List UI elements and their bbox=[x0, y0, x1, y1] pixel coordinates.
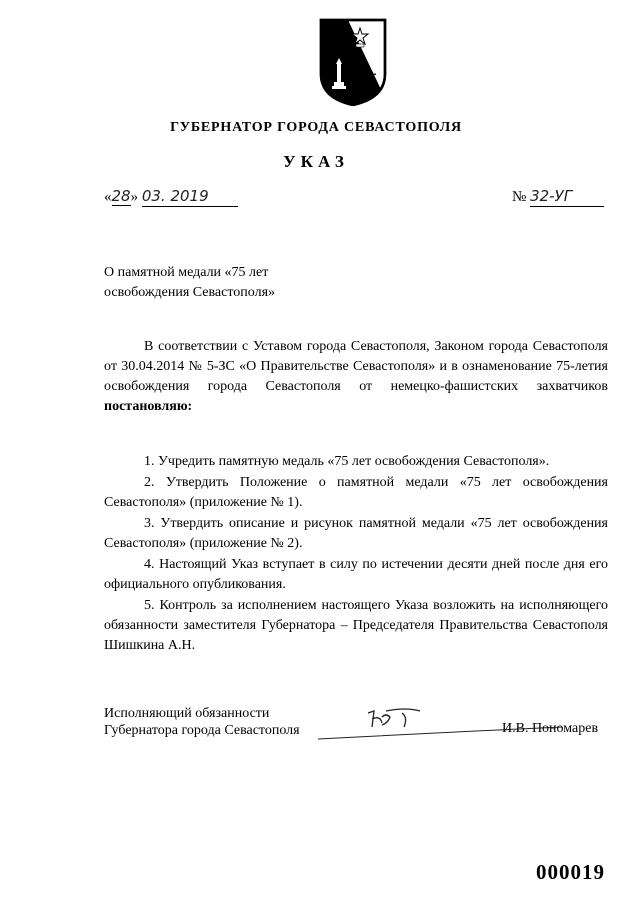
decree-item-5: 5. Контроль за исполнением настоящего Указа возложить на исполняющего обязанности заместителя Губернатора – Председателя Правительства Севастополя Шишкина А.Н. bbox=[104, 598, 608, 653]
issuer-title: ГУБЕРНАТОР ГОРОДА СЕВАСТОПОЛЯ bbox=[170, 120, 462, 135]
signatory-name: И.В. Пономарев bbox=[502, 721, 599, 736]
document-subject bbox=[104, 263, 344, 303]
subject-line-1: О памятной медали «75 лет bbox=[104, 265, 269, 280]
date-open-quote: « bbox=[104, 189, 112, 205]
decree-word: постановляю: bbox=[104, 399, 193, 414]
decree-items bbox=[104, 452, 608, 657]
date-day: 28 bbox=[111, 187, 131, 205]
decree-item-2: 2. Утвердить Положение о памятной медали «75 лет освобождения Севастополя» (приложение № 1). bbox=[104, 475, 608, 510]
registration-number: 000019 bbox=[536, 860, 605, 884]
date-month-year: 03. 2019 bbox=[141, 187, 209, 205]
subject-line-2: освобождения Севастополя» bbox=[104, 285, 276, 300]
decree-item-4: 4. Настоящий Указ вступает в силу по истечении десяти дней после дня его официального опубликования. bbox=[104, 557, 608, 592]
signatory-title-line-1: Исполняющий обязанности bbox=[104, 706, 270, 721]
preamble-paragraph bbox=[104, 337, 608, 417]
number-value: 32-УГ bbox=[530, 187, 573, 205]
document-date bbox=[104, 187, 238, 207]
document-number bbox=[512, 187, 604, 207]
signatory-title bbox=[104, 705, 300, 739]
signatory-title-line-2: Губернатора города Севастополя bbox=[104, 723, 300, 738]
number-prefix: № bbox=[512, 189, 527, 205]
preamble-text: В соответствии с Уставом города Севастополя, Законом города Севастополя от 30.04.2014 № 5-ЗС «О Правительстве Севастополя» и в ознаменование 75-летия освобождения города Севастополя от немецко-фашистских захватчиков bbox=[104, 339, 608, 394]
date-close-quote: » bbox=[130, 189, 139, 205]
document-type-title: УКАЗ bbox=[283, 152, 349, 171]
decree-item-3: 3. Утвердить описание и рисунок памятной медали «75 лет освобождения Севастополя» (приложение № 2). bbox=[104, 516, 608, 551]
sevastopol-coat-of-arms-icon bbox=[318, 18, 388, 106]
decree-item-1: 1. Учредить памятную медаль «75 лет освобождения Севастополя». bbox=[144, 454, 550, 469]
